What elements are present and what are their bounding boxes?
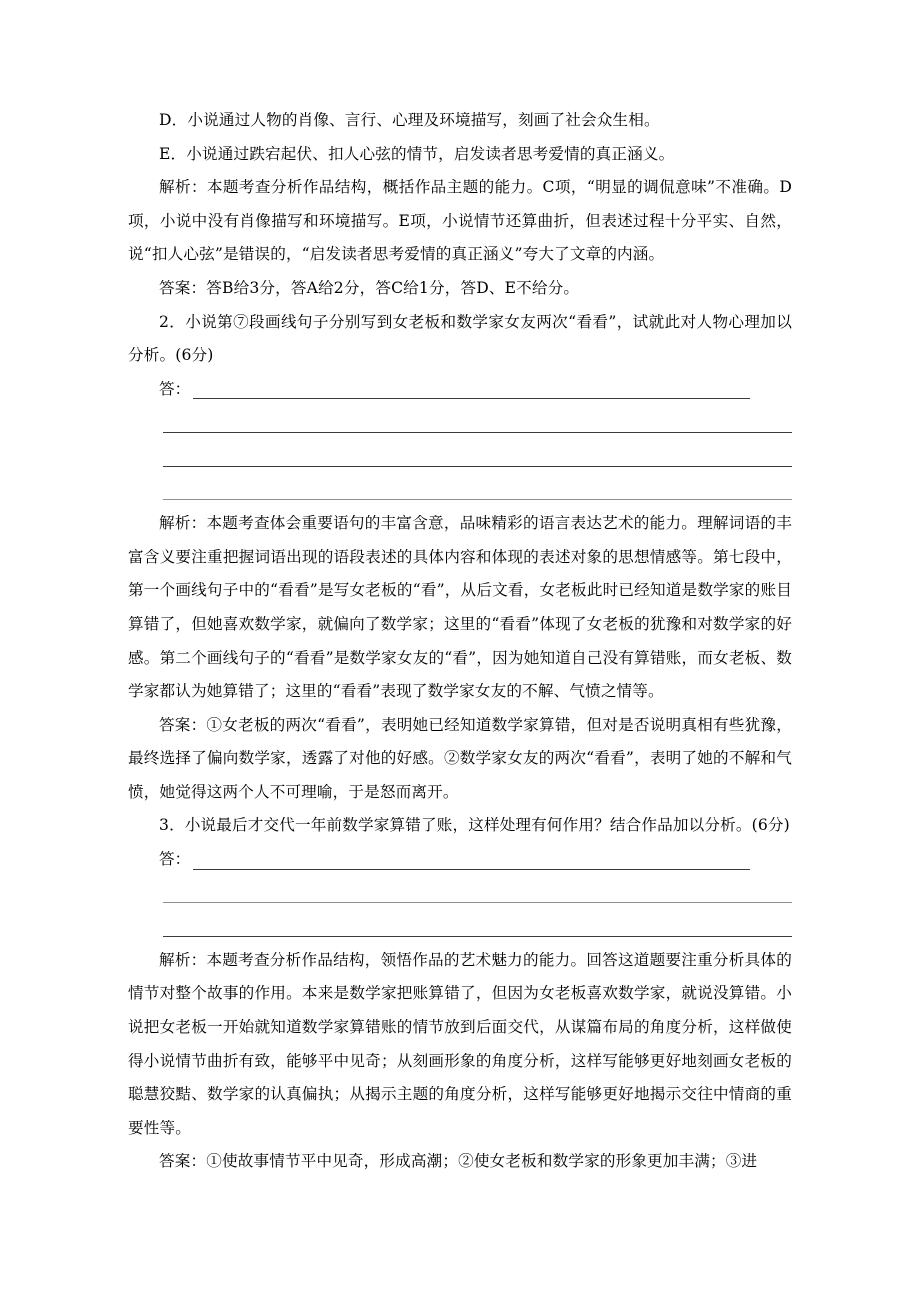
- question-2: 2．小说第⑦段画线句子分别写到女老板和数学家女友两次“看看”，试就此对人物心理加以分析。(6分): [128, 312, 792, 365]
- answer-rule-line[interactable]: [193, 398, 750, 399]
- question-3: 3．小说最后才交代一年前数学家算错了账，这样处理有何作用？结合作品加以分析。(6分): [159, 816, 790, 835]
- answer-label-row-3: [128, 843, 792, 877]
- answer-rule-row[interactable]: [128, 474, 792, 508]
- answer-label-3: 答：: [159, 850, 191, 869]
- answer-question-1: 答案：答B给3分，答A给2分，答C给1分，答D、E不给分。: [159, 278, 580, 297]
- answer-rule-row[interactable]: [128, 440, 792, 474]
- answer-label-2: 答：: [159, 379, 191, 398]
- analysis-question-2: 解析：本题考查体会重要语句的丰富含意，品味精彩的语言表达艺术的能力。理解词语的丰富含义要注重把握词语出现的语段表述的具体内容和体现的表述对象的思想情感等。第七段中，第一个画线句子中的“看看”是写女老板的“看”，从后文看，女老板此时已经知道是数学家的账目算错了，但她喜欢数学家，就偏向了数学家；这里的“看看”体现了女老板的犹豫和对数学家的好感。第二个画线句子的“看看”是数学家女友的“看”，因为她知道自己没有算错账，而女老板、数学家都认为她算错了；这里的“看看”表现了数学家女友的不解、气愤之情等。: [128, 514, 792, 701]
- answer-rule-line[interactable]: [163, 936, 792, 937]
- answer-rule-line[interactable]: [163, 432, 792, 433]
- choice-option-e: E．小说通过跌宕起伏、扣人心弦的情节，启发读者思考爱情的真正涵义。: [159, 144, 675, 163]
- answer-rule-line[interactable]: [163, 902, 792, 903]
- answer-rule-line[interactable]: [193, 869, 750, 870]
- answer-rule-row[interactable]: [128, 406, 792, 440]
- answer-rule-row[interactable]: [128, 910, 792, 944]
- answer-label-row-2: [128, 373, 792, 407]
- choice-option-d: D．小说通过人物的肖像、言行、心理及环境描写，刻画了社会众生相。: [159, 111, 660, 129]
- answer-blank-area-2[interactable]: [128, 373, 792, 507]
- answer-rule-row[interactable]: [128, 877, 792, 911]
- page-content: [128, 104, 792, 1179]
- answer-blank-area-3[interactable]: [128, 843, 792, 944]
- analysis-question-3: 解析：本题考查分析作品结构，领悟作品的艺术魅力的能力。回答这道题要注重分析具体的情节对整个故事的作用。本来是数学家把账算错了，但因为女老板喜欢数学家，就说没算错。小说把女老板一开始就知道数学家算错账的情节放到后面交代，从谋篇布局的角度分析，这样做使得小说情节曲折有致，能够平中见奇；从刻画形象的角度分析，这样写能够更好地刻画女老板的聪慧狡黠、数学家的认真偏执；从揭示主题的角度分析，这样写能够更好地揭示交往中情商的重要性等。: [128, 950, 792, 1137]
- answer-rule-line[interactable]: [163, 466, 792, 467]
- analysis-question-1: 解析：本题考查分析作品结构，概括作品主题的能力。C项，“明显的调侃意味”不准确。D项，小说中没有肖像描写和环境描写。E项，小说情节还算曲折，但表述过程十分平实、自然，说“扣人心弦”是错误的，“启发读者思考爱情的真正涵义”夸大了文章的内涵。: [128, 178, 792, 264]
- answer-question-2: 答案：①女老板的两次“看看”，表明她已经知道数学家算错，但对是否说明真相有些犹豫，最终选择了偏向数学家，透露了对他的好感。②数学家女友的两次“看看”，表明了她的不解和气愤，她觉得这两个人不可理喻，于是怒而离开。: [128, 715, 792, 801]
- answer-question-3: 答案：①使故事情节平中见奇，形成高潮；②使女老板和数学家的形象更加丰满；③进: [159, 1152, 758, 1171]
- answer-rule-line[interactable]: [163, 499, 792, 500]
